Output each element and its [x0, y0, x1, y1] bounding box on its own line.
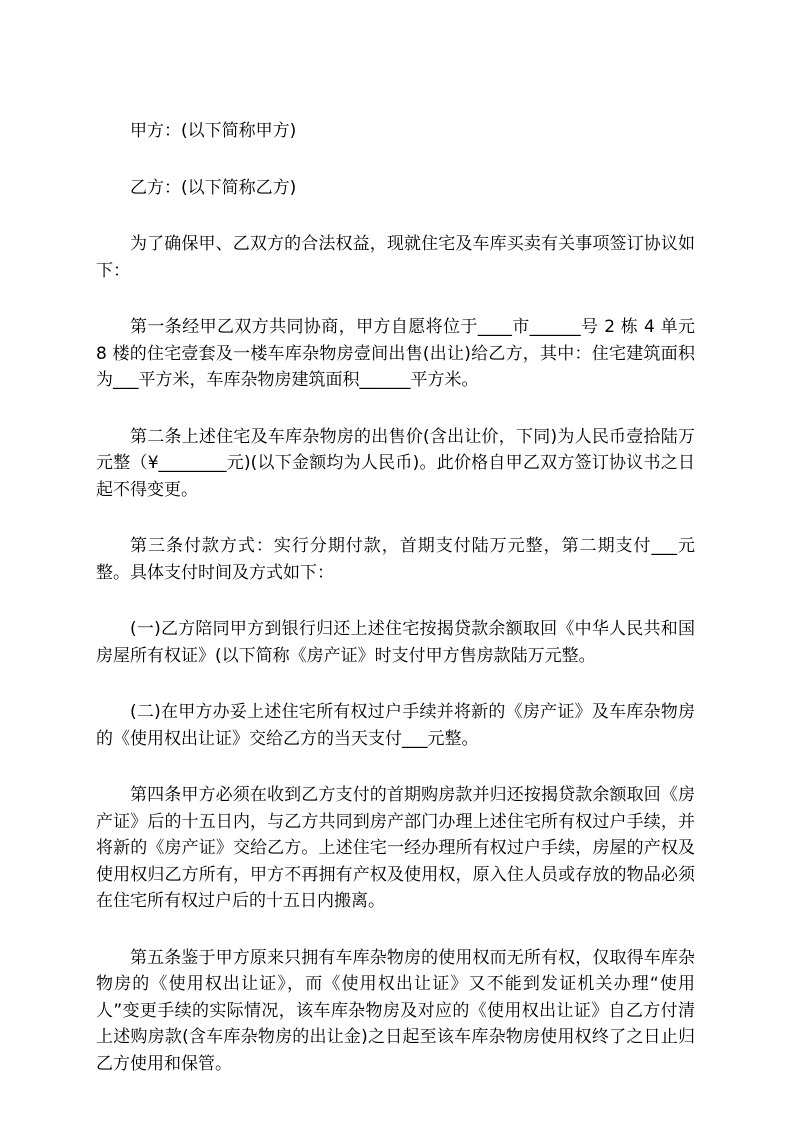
paragraph-preamble: 为了确保甲、乙双方的合法权益，现就住宅及车库买卖有关事项签订协议如下： — [96, 234, 695, 281]
paragraph-clause-2: 第二条上述住宅及车库杂物房的出售价(含出让价，下同)为人民币壹拾陆万元整（¥________元)(以下金额均为人民币)。此价格自甲乙双方签订协议书之日起不得变更。 — [96, 426, 695, 500]
paragraph-clause-3-item-2: (二)在甲方办妥上述住宅所有权过户手续并将新的《房产证》及车库杂物房的《使用权出让证》交给乙方的当天支付___元整。 — [96, 702, 695, 749]
contract-text-body — [96, 118, 695, 1077]
paragraph-party-a: 甲方：(以下简称甲方) — [130, 121, 297, 141]
paragraph-clause-3-item-1: (一)乙方陪同甲方到银行归还上述住宅按揭贷款余额取回《中华人民共和国房屋所有权证》(以下简称《房产证》时支付甲方售房款陆万元整。 — [96, 619, 695, 666]
paragraph-clause-5: 第五条鉴于甲方原来只拥有车库杂物房的使用权而无所有权，仅取得车库杂物房的《使用权出让证》，而《使用权出让证》又不能到发证机关办理“使用人”变更手续的实际情况，该车库杂物房及对应的《使用权出让证》自乙方付清上述购房款(含车库杂物房的出让金)之日起至该车库杂物房使用权终了之日止归乙方使用和保管。 — [96, 947, 695, 1074]
paragraph-clause-4: 第四条甲方必须在收到乙方支付的首期购房款并归还按揭贷款余额取回《房产证》后的十五日内，与乙方共同到房产部门办理上述住宅所有权过户手续，并将新的《房产证》交给乙方。上述住宅一经办理所有权过户手续，房屋的产权及使用权归乙方所有，甲方不再拥有产权及使用权，原入住人员或存放的物品必须在住宅所有权过户后的十五日内搬离。 — [96, 785, 695, 911]
paragraph-party-b: 乙方：(以下简称乙方) — [130, 177, 297, 198]
paragraph-clause-3: 第三条付款方式：实行分期付款，首期支付陆万元整，第二期支付___元整。具体支付时间及方式如下： — [96, 536, 695, 583]
paragraph-clause-1: 第一条经甲乙双方共同协商，甲方自愿将位于____市______号 2 栋 4 单元 8 楼的住宅壹套及一楼车库杂物房壹间出售(出让)给乙方，其中：住宅建筑面积为___平方米，车库杂物房建筑面积______平方米。 — [96, 317, 695, 390]
